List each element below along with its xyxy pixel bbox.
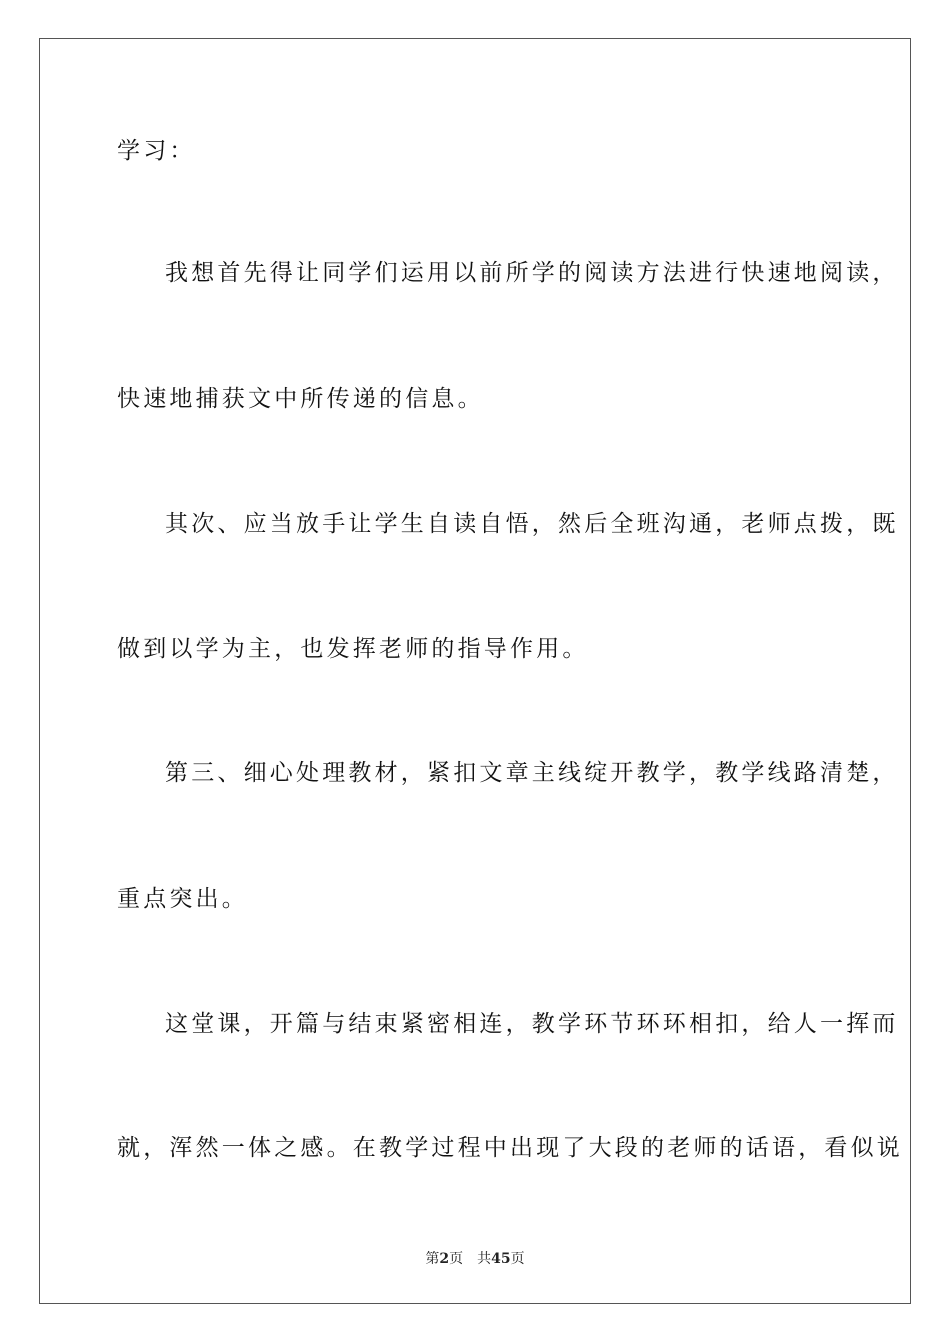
paragraph-3-line-2: 重点突出。 <box>117 886 248 912</box>
footer-page-suffix: 页 <box>449 1251 464 1267</box>
footer-page-prefix: 第 <box>425 1251 440 1267</box>
paragraph-1-line-2: 快速地捕获文中所传递的信息。 <box>117 386 484 412</box>
paragraph-2-line-2: 做到以学为主，也发挥老师的指导作用。 <box>117 636 589 662</box>
footer-total-prefix: 共 <box>477 1251 492 1267</box>
paragraph-1-line-1: 我想首先得让同学们运用以前所学的阅读方法进行快速地阅读， <box>165 260 899 286</box>
text-line-1: 学习： <box>117 138 196 164</box>
page-border <box>39 38 911 1304</box>
paragraph-2-line-1: 其次、应当放手让学生自读自悟，然后全班沟通，老师点拨，既 <box>165 511 899 537</box>
paragraph-4-line-1: 这堂课，开篇与结束紧密相连，教学环节环环相扣，给人一挥而 <box>165 1011 899 1037</box>
paragraph-4-line-2: 就，浑然一体之感。在教学过程中出现了大段的老师的话语，看似说 <box>117 1135 903 1161</box>
footer-total-suffix: 页 <box>510 1251 525 1267</box>
page-footer <box>0 1248 950 1268</box>
footer-total-pages: 45 <box>491 1251 511 1267</box>
footer-current-page: 2 <box>439 1251 450 1267</box>
paragraph-3-line-1: 第三、细心处理教材，紧扣文章主线绽开教学，教学线路清楚， <box>165 760 899 786</box>
